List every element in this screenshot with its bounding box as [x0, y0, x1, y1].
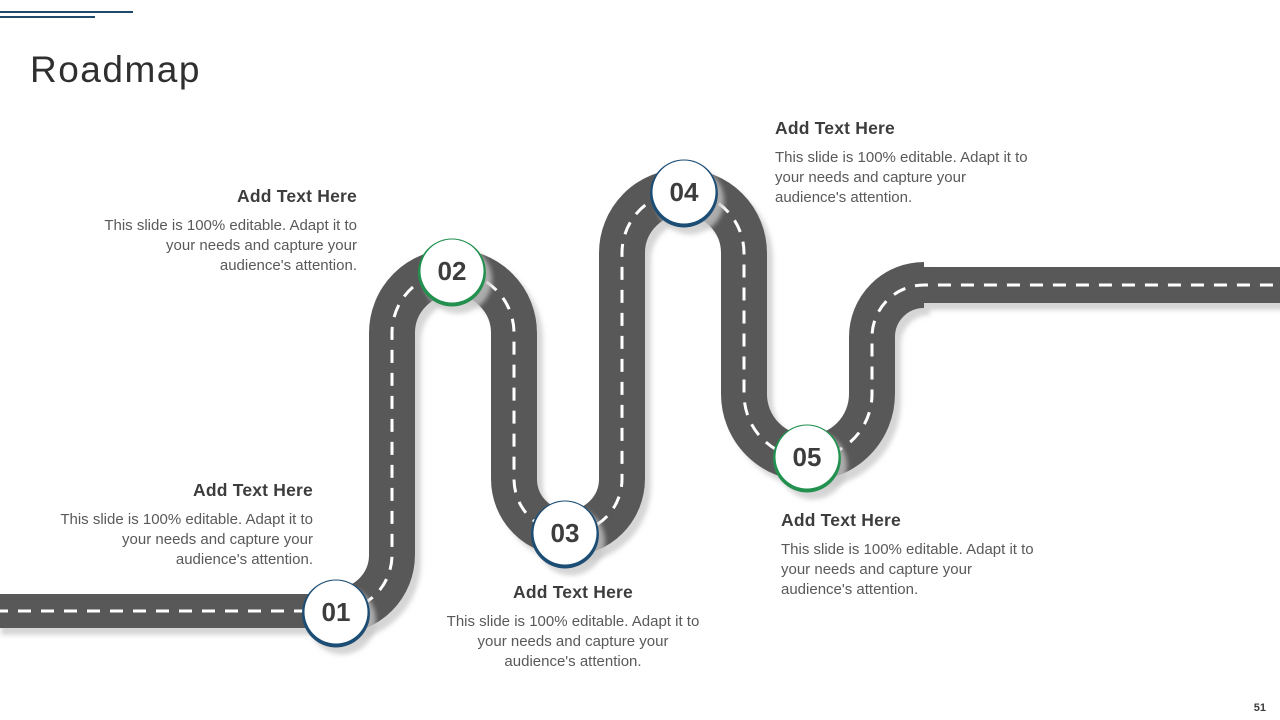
milestone-marker-05 [773, 425, 841, 493]
milestone-01-number: 01 [321, 597, 351, 627]
milestone-02-heading: Add Text Here [237, 186, 357, 206]
milestone-02-text-block [97, 186, 357, 276]
milestone-03-body: This slide is 100% editable. Adapt it to your needs and capture your audience's attention. [446, 613, 700, 670]
milestone-05-text-block [781, 510, 1047, 600]
milestone-01-text-block [53, 480, 313, 570]
milestone-01-heading: Add Text Here [193, 480, 313, 500]
milestone-04-number: 04 [669, 177, 699, 207]
milestone-04-text-block [775, 118, 1041, 208]
milestone-03-heading: Add Text Here [513, 582, 633, 602]
milestone-03-text-block [441, 582, 705, 672]
milestone-05-body: This slide is 100% editable. Adapt it to your needs and capture your audience's attention. [781, 541, 1034, 598]
milestone-marker-01 [302, 580, 370, 648]
milestone-05-heading: Add Text Here [781, 510, 901, 530]
milestone-02-number: 02 [437, 256, 467, 286]
milestone-marker-02 [418, 239, 486, 307]
milestone-04-body: This slide is 100% editable. Adapt it to your needs and capture your audience's attention. [775, 149, 1028, 206]
milestone-marker-04 [650, 160, 718, 228]
slide-page-number: 51 [1253, 702, 1266, 714]
milestone-01-body: This slide is 100% editable. Adapt it to your needs and capture your audience's attention. [60, 511, 313, 568]
milestone-marker-03 [531, 501, 599, 569]
milestone-05-number: 05 [792, 442, 822, 472]
slide-title: Roadmap [30, 48, 201, 90]
milestone-02-body: This slide is 100% editable. Adapt it to your needs and capture your audience's attention. [104, 217, 357, 274]
milestone-03-number: 03 [550, 518, 580, 548]
milestone-04-heading: Add Text Here [775, 118, 895, 138]
